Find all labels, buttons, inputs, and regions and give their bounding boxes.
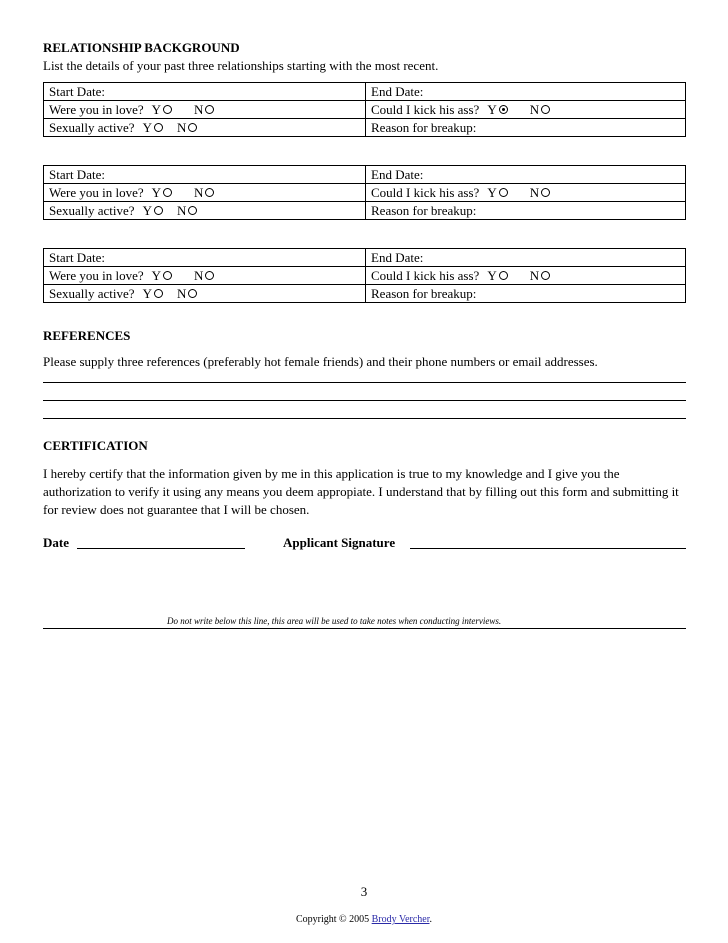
kick-no-radio[interactable] — [541, 105, 550, 114]
in-love-label: Were you in love? — [49, 185, 144, 200]
kick-yes-label: Y — [487, 268, 497, 283]
sexually-active-label: Sexually active? — [49, 286, 135, 301]
active-no-radio[interactable] — [188, 289, 197, 298]
active-yes-label: Y — [142, 120, 152, 135]
active-yes-label: Y — [142, 203, 152, 218]
end-date-field[interactable] — [366, 249, 686, 267]
kick-no-label: N — [529, 268, 540, 283]
relationship-heading: RELATIONSHIP BACKGROUND — [43, 40, 240, 55]
notes-divider-line — [43, 628, 686, 629]
active-no-label: N — [176, 203, 187, 218]
active-no-label: N — [176, 120, 187, 135]
breakup-field[interactable] — [366, 285, 686, 303]
start-date-label: Start Date: — [49, 84, 105, 99]
kick-label: Could I kick his ass? — [371, 268, 480, 283]
signature-label: Applicant Signature — [283, 535, 396, 550]
active-no-radio[interactable] — [188, 206, 197, 215]
kick-yes-label: Y — [487, 102, 497, 117]
relationship-table-1 — [43, 82, 686, 137]
copyright-text: Copyright © 2005 — [295, 914, 370, 925]
signature-line[interactable] — [410, 548, 686, 549]
end-date-label: End Date: — [371, 167, 424, 182]
in-love-yes-label: Y — [151, 268, 162, 283]
active-yes-radio[interactable] — [154, 123, 163, 132]
references-heading: REFERENCES — [43, 328, 131, 343]
notes-instruction: Do not write below this line, this area will be used to take notes when conducting interviews. — [167, 616, 502, 626]
in-love-no-label: N — [194, 102, 204, 117]
kick-no-label: N — [529, 102, 540, 117]
in-love-no-radio[interactable] — [205, 105, 214, 114]
in-love-no-label: N — [194, 268, 204, 283]
kick-no-label: N — [529, 185, 540, 200]
in-love-yes-radio[interactable] — [163, 271, 172, 280]
kick-yes-radio-checked[interactable] — [499, 105, 508, 114]
active-yes-label: Y — [142, 286, 152, 301]
certification-heading: CERTIFICATION — [43, 438, 148, 453]
start-date-field[interactable] — [44, 166, 366, 184]
date-label: Date — [43, 535, 69, 550]
end-date-field[interactable] — [366, 83, 686, 101]
sexually-active-label: Sexually active? — [49, 120, 135, 135]
reference-line-2[interactable] — [43, 400, 686, 401]
in-love-no-radio[interactable] — [205, 271, 214, 280]
in-love-label: Were you in love? — [49, 268, 144, 283]
start-date-label: Start Date: — [49, 167, 105, 182]
footer — [0, 914, 728, 925]
relationship-table-3 — [43, 248, 686, 303]
active-yes-radio[interactable] — [154, 206, 163, 215]
end-date-field[interactable] — [366, 166, 686, 184]
references-instructions: Please supply three references (preferably hot female friends) and their phone numbers or email addresses. — [43, 354, 598, 369]
certification-text: I hereby certify that the information given by me in this application is true to my knowledge and I give you the authorization to verify it using any means you deem appropiate. I understand that by filling out this form and submitting it for review does not guarantee that I will be chosen. — [43, 466, 679, 517]
breakup-label: Reason for breakup: — [371, 286, 477, 301]
author-link[interactable]: Brody Vercher — [371, 914, 430, 925]
kick-no-radio[interactable] — [541, 271, 550, 280]
kick-label: Could I kick his ass? — [371, 185, 480, 200]
in-love-no-label: N — [194, 185, 204, 200]
kick-label: Could I kick his ass? — [371, 102, 480, 117]
page-number: 3 — [360, 884, 368, 899]
end-date-label: End Date: — [371, 84, 424, 99]
in-love-no-radio[interactable] — [205, 188, 214, 197]
sexually-active-label: Sexually active? — [49, 203, 135, 218]
relationship-table-2 — [43, 165, 686, 220]
breakup-label: Reason for breakup: — [371, 120, 477, 135]
start-date-label: Start Date: — [49, 250, 105, 265]
footer-period: . — [429, 914, 432, 925]
kick-yes-radio[interactable] — [499, 271, 508, 280]
kick-no-radio[interactable] — [541, 188, 550, 197]
active-yes-radio[interactable] — [154, 289, 163, 298]
date-line[interactable] — [77, 548, 245, 549]
in-love-yes-label: Y — [151, 185, 162, 200]
active-no-radio[interactable] — [188, 123, 197, 132]
breakup-label: Reason for breakup: — [371, 203, 477, 218]
in-love-yes-radio[interactable] — [163, 188, 172, 197]
relationship-instructions: List the details of your past three relationships starting with the most recent. — [43, 58, 439, 73]
in-love-yes-radio[interactable] — [163, 105, 172, 114]
kick-yes-label: Y — [487, 185, 497, 200]
in-love-label: Were you in love? — [49, 102, 144, 117]
reference-line-3[interactable] — [43, 418, 686, 419]
active-no-label: N — [176, 286, 187, 301]
in-love-yes-label: Y — [151, 102, 162, 117]
reference-line-1[interactable] — [43, 382, 686, 383]
kick-yes-radio[interactable] — [499, 188, 508, 197]
start-date-field[interactable] — [44, 249, 366, 267]
breakup-field[interactable] — [366, 119, 686, 137]
breakup-field[interactable] — [366, 202, 686, 220]
start-date-field[interactable] — [44, 83, 366, 101]
end-date-label: End Date: — [371, 250, 424, 265]
